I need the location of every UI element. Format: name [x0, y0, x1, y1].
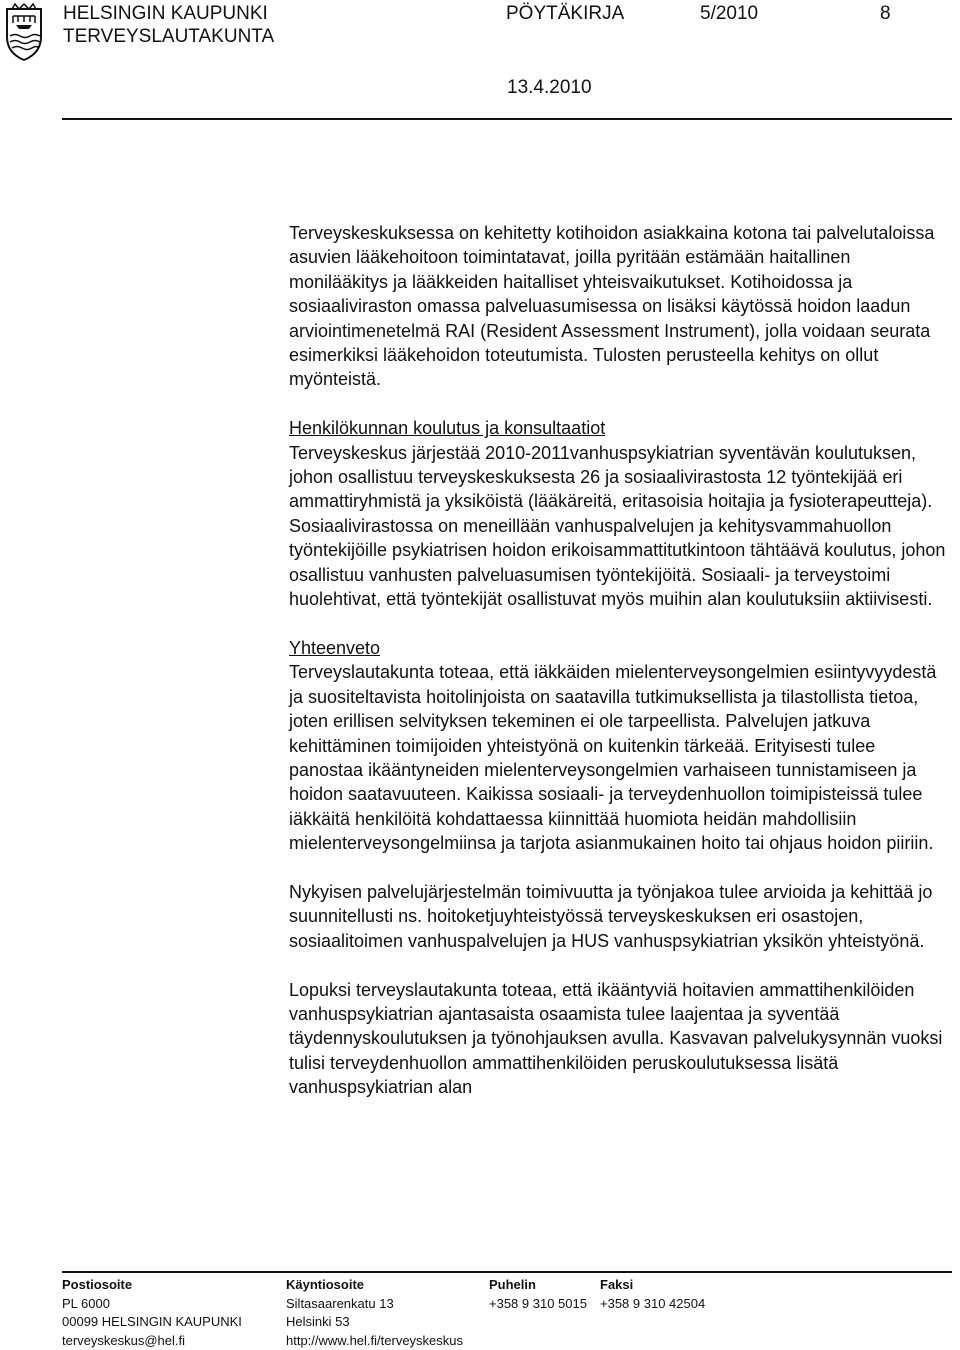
postal-box: PL 6000: [62, 1295, 242, 1314]
fax-number: +358 9 310 42504: [600, 1295, 705, 1314]
paragraph-summary: Terveyslautakunta toteaa, että iäkkäiden mielenterveysongelmien esiintyvyydestä ja suositeltavista hoitolinjoista on saatavilla tutkimuksellista ja tilastollista tietoa, joten erillisen selvityksen tekeminen ei ole tarpeellista. Palvelujen jatkuva kehittäminen toimijoiden yhteistyönä on kuitenkin tärkeää. Erityisesti tulee panostaa ikääntyneiden mielenterveysongelmien varhaiseen tunnistamiseen ja hoidon saatavuuteen. Kaikissa sosiaali- ja terveydenhuollon toimipisteissä tulee iäkkäitä henkilöitä kohdattaessa kiinnittää huomiota heidän mahdollisiin mielenterveysongelmiinsa ja tarjota asianmukainen hoito tai ohjaus hoidon piiriin.: [289, 662, 936, 853]
fax-label: Faksi: [600, 1276, 705, 1295]
visiting-city: Helsinki 53: [286, 1313, 463, 1332]
footer-visiting-address: [286, 1276, 463, 1350]
paragraph-final: Lopuksi terveyslautakunta toteaa, että ikääntyviä hoitavien ammattihenkilöiden vanhuspsykiatrian ajantasaista osaamista tulee laajentaa ja syventää täydennyskoulutuksen ja työnohjauksen avulla. Kasvavan palvelukysynnän vuoksi tulisi terveydenhuollon ammattihenkilöiden peruskoulutuksessa lisätä vanhuspsykiatrian alan: [289, 978, 949, 1100]
unit-name: TERVEYSLAUTAKUNTA: [63, 25, 274, 49]
paragraph-medication: Terveyskeskuksessa on kehitetty kotihoidon asiakkaina kotona tai palvelutaloissa asuvien lääkehoitoon toimintatavat, joilla pyritään estämään haitallinen monilääkitys ja lääkkeiden haitalliset yhteisvaikutukset. Kotihoidossa ja sosiaaliviraston omassa palveluasumisessa on lisäksi käytössä hoidon laadun arviointimenetelmä RAI (Resident Assessment Instrument), jolla voidaan seurata esimerkiksi lääkehoidon toteutumista. Tulosten perusteella kehitys on ollut myönteistä.: [289, 221, 949, 392]
footer-divider: [62, 1271, 952, 1273]
page-number: 8: [880, 2, 891, 26]
footer-postal-address: [62, 1276, 242, 1350]
organization-name: HELSINGIN KAUPUNKI: [63, 2, 268, 26]
phone-number: +358 9 310 5015: [489, 1295, 587, 1314]
document-body: [289, 221, 949, 1100]
helsinki-crest-icon: [4, 3, 44, 63]
heading-training: Henkilökunnan koulutus ja konsultaatiot: [289, 416, 949, 440]
footer-phone: [489, 1276, 587, 1313]
section-training: [289, 416, 949, 611]
footer-fax: [600, 1276, 705, 1313]
document-number: 5/2010: [700, 2, 758, 26]
visiting-label: Käyntiosoite: [286, 1276, 463, 1295]
postal-city: 00099 HELSINGIN KAUPUNKI: [62, 1313, 242, 1332]
section-summary: [289, 636, 949, 856]
website-address: http://www.hel.fi/terveyskeskus: [286, 1332, 463, 1350]
meeting-date: 13.4.2010: [507, 76, 592, 100]
postal-label: Postiosoite: [62, 1276, 242, 1295]
document-type: PÖYTÄKIRJA: [506, 2, 624, 26]
phone-label: Puhelin: [489, 1276, 587, 1295]
page-header: [0, 0, 960, 125]
paragraph-current-system: Nykyisen palvelujärjestelmän toimivuutta ja työnjakoa tulee arvioida ja kehittää jo suunnitellusti ns. hoitoketjuyhteistyössä terveyskeskuksen eri osastojen, sosiaalitoimen vanhuspalvelujen ja HUS vanhuspsykiatrian yksikön yhteistyönä.: [289, 880, 949, 953]
visiting-street: Siltasaarenkatu 13: [286, 1295, 463, 1314]
header-divider: [62, 118, 952, 120]
email-address: terveyskeskus@hel.fi: [62, 1332, 242, 1350]
paragraph-training: Terveyskeskus järjestää 2010-2011vanhuspsykiatrian syventävän koulutuksen, johon osallistuu terveyskeskuksesta 26 ja sosiaalivirastosta 12 työntekijää eri ammattiryhmistä ja yksiköistä (lääkäreitä, eritasoisia hoitajia ja fysioterapeutteja). Sosiaalivirastossa on meneillään vanhuspalvelujen ja kehitysvammahuollon työntekijöille psykiatrisen hoidon erikoisammattitutkintoon tähtäävä koulutus, johon osallistuu vanhusten palveluasumisen työntekijöitä. Sosiaali- ja terveystoimi huolehtivat, että työntekijät osallistuvat myös muihin alan koulutuksiin aktiivisesti.: [289, 443, 945, 609]
heading-summary: Yhteenveto: [289, 636, 949, 660]
